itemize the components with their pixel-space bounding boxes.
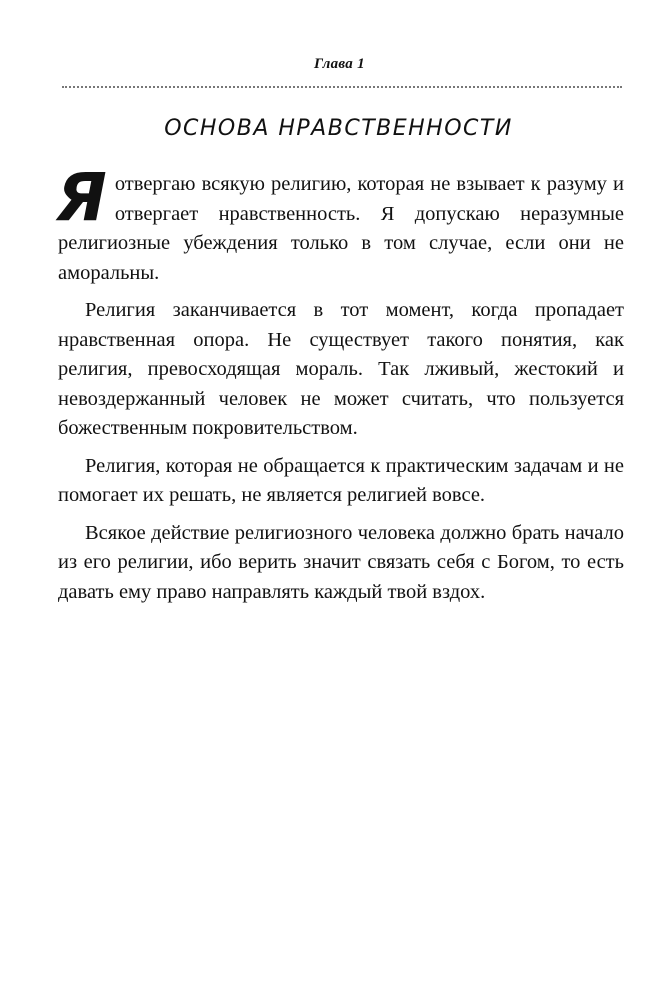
drop-cap: Я (56, 159, 107, 236)
chapter-title: ОСНОВА НРАВСТВЕННОСТИ (164, 116, 513, 141)
chapter-body (56, 159, 624, 615)
running-head: Глава 1 (314, 56, 365, 72)
paragraph-1 (56, 159, 624, 288)
paragraph-3: Религия, которая не обращается к практическим задачам и не помогает их решать, не является религией вовсе. (58, 454, 624, 506)
paragraph-2: Религия заканчивается в тот момент, когда пропадает нравственная опора. Не существует такого понятия, как религия, превосходящая мораль. Так лживый, жестокий и невоздержанный человек не может считать, что пользуется божественным покровительством. (58, 299, 624, 439)
paragraph-4: Всякое действие религиозного человека должно брать начало из его религии, ибо верить значит связать себя с Богом, то есть давать ему право направлять каждый твой вздох. (58, 521, 624, 603)
paragraph-1-text: отвергаю всякую религию, которая не взывает к разуму и отвергает нравственность. Я допускаю неразумные религиозные убеждения только в том случае, если они не аморальны. (58, 173, 624, 284)
header-dotted-rule (62, 86, 622, 88)
